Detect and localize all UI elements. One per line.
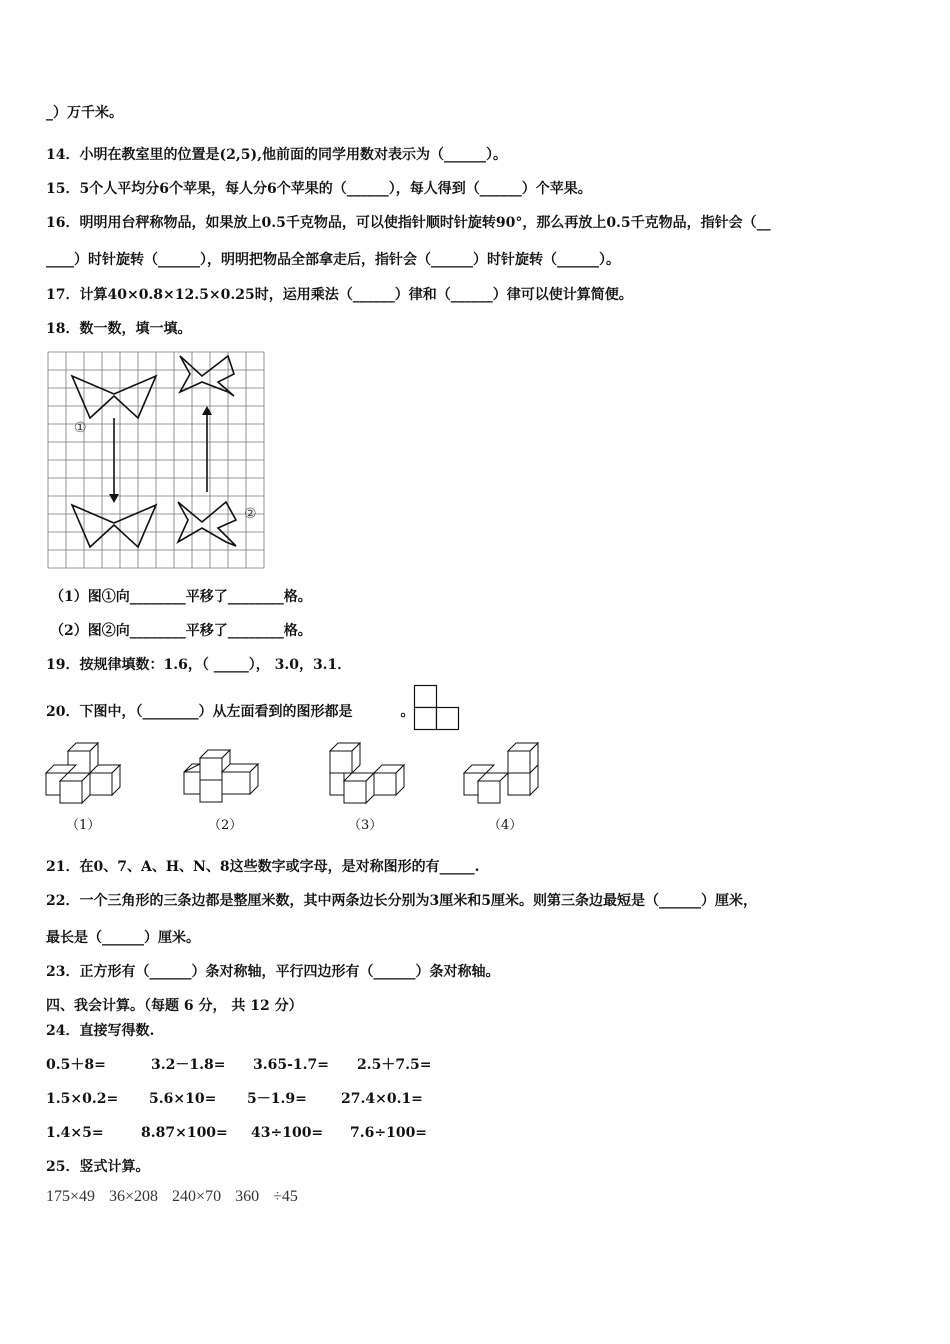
- grid-mark-2: ②: [244, 506, 257, 522]
- question-16-line2: ____）时针旋转（______），明明把物品全部拿走后，指针会（______）时针旋转（______）。: [46, 252, 620, 268]
- cube-figure-4: [462, 743, 542, 805]
- figure-label-2: （2）: [208, 818, 243, 833]
- calc-item: 1.5×0.2=: [46, 1091, 119, 1107]
- question-22-line2: 最长是（______）厘米。: [46, 930, 200, 946]
- question-18-part1: （1）图①向________平移了________格。: [50, 589, 312, 605]
- question-20-end: 。: [400, 704, 415, 720]
- question-16-line1: 16．明明用台秤称物品，如果放上0.5千克物品，可以使指针顺时针旋转90°，那么再放上0.5千克物品，指针会（__: [46, 215, 771, 231]
- vertical-calc-list: 175×49 36×208 240×70 360 ÷45: [46, 1188, 298, 1205]
- calc-item: 8.87×100=: [141, 1125, 228, 1141]
- calc-item: 3.65-1.7=: [253, 1057, 329, 1073]
- figure-label-3: （3）: [348, 818, 383, 833]
- calc-item: 3.2－1.8=: [151, 1057, 226, 1073]
- figure-label-4: （4）: [488, 818, 523, 833]
- figure-label-1: （1）: [66, 818, 101, 833]
- question-20-text: 20．下图中，（________）从左面看到的图形都是: [46, 704, 353, 720]
- question-22-line1: 22．一个三角形的三条边都是整厘米数，其中两条边长分别为3厘米和5厘米。则第三条边最短是（______）厘米，: [46, 893, 757, 909]
- calc-item: 43÷100=: [251, 1125, 324, 1141]
- question-20: [46, 703, 414, 721]
- question-18: 18．数一数，填一填。: [46, 321, 192, 337]
- cube-figure-2: [184, 750, 264, 806]
- cube-figure-1: [44, 743, 124, 805]
- calc-item: 5.6×10=: [149, 1091, 217, 1107]
- question-15: 15．5个人平均分6个苹果，每人分6个苹果的（______），每人得到（______）个苹果。: [46, 181, 592, 197]
- calc-item: 0.5＋8=: [46, 1057, 106, 1073]
- question-19: 19．按规律填数：1.6，（ _____）， 3.0，3.1．: [46, 657, 352, 673]
- calc-item: 2.5＋7.5=: [357, 1057, 432, 1073]
- left-view-shape: [414, 685, 460, 731]
- cube-figure-3: [328, 743, 408, 805]
- question-23: 23．正方形有（______）条对称轴，平行四边形有（______）条对称轴。: [46, 964, 500, 980]
- calc-item: 1.4×5=: [46, 1125, 104, 1141]
- calc-item: 5－1.9=: [247, 1091, 307, 1107]
- question-14: 14．小明在教室里的位置是(2,5),他前面的同学用数对表示为（______）。: [46, 147, 507, 163]
- line-fragment: _）万千米。: [46, 105, 123, 121]
- question-21: 21．在0、7、A、H、N、8这些数字或字母，是对称图形的有_____.: [46, 859, 480, 875]
- question-17: 17．计算40×0.8×12.5×0.25时，运用乘法（______）律和（______）律可以使计算简便。: [46, 287, 633, 303]
- calc-item: 27.4×0.1=: [341, 1091, 423, 1107]
- section-4-heading: 四、我会计算。（每题 6 分， 共 12 分）: [46, 998, 303, 1014]
- calc-item: 7.6÷100=: [350, 1125, 428, 1141]
- grid-mark-1: ①: [74, 420, 87, 436]
- question-24: 24．直接写得数.: [46, 1023, 155, 1039]
- translation-grid-figure: [48, 352, 264, 568]
- question-25: 25．竖式计算。: [46, 1159, 150, 1175]
- question-18-part2: （2）图②向________平移了________格。: [50, 623, 312, 639]
